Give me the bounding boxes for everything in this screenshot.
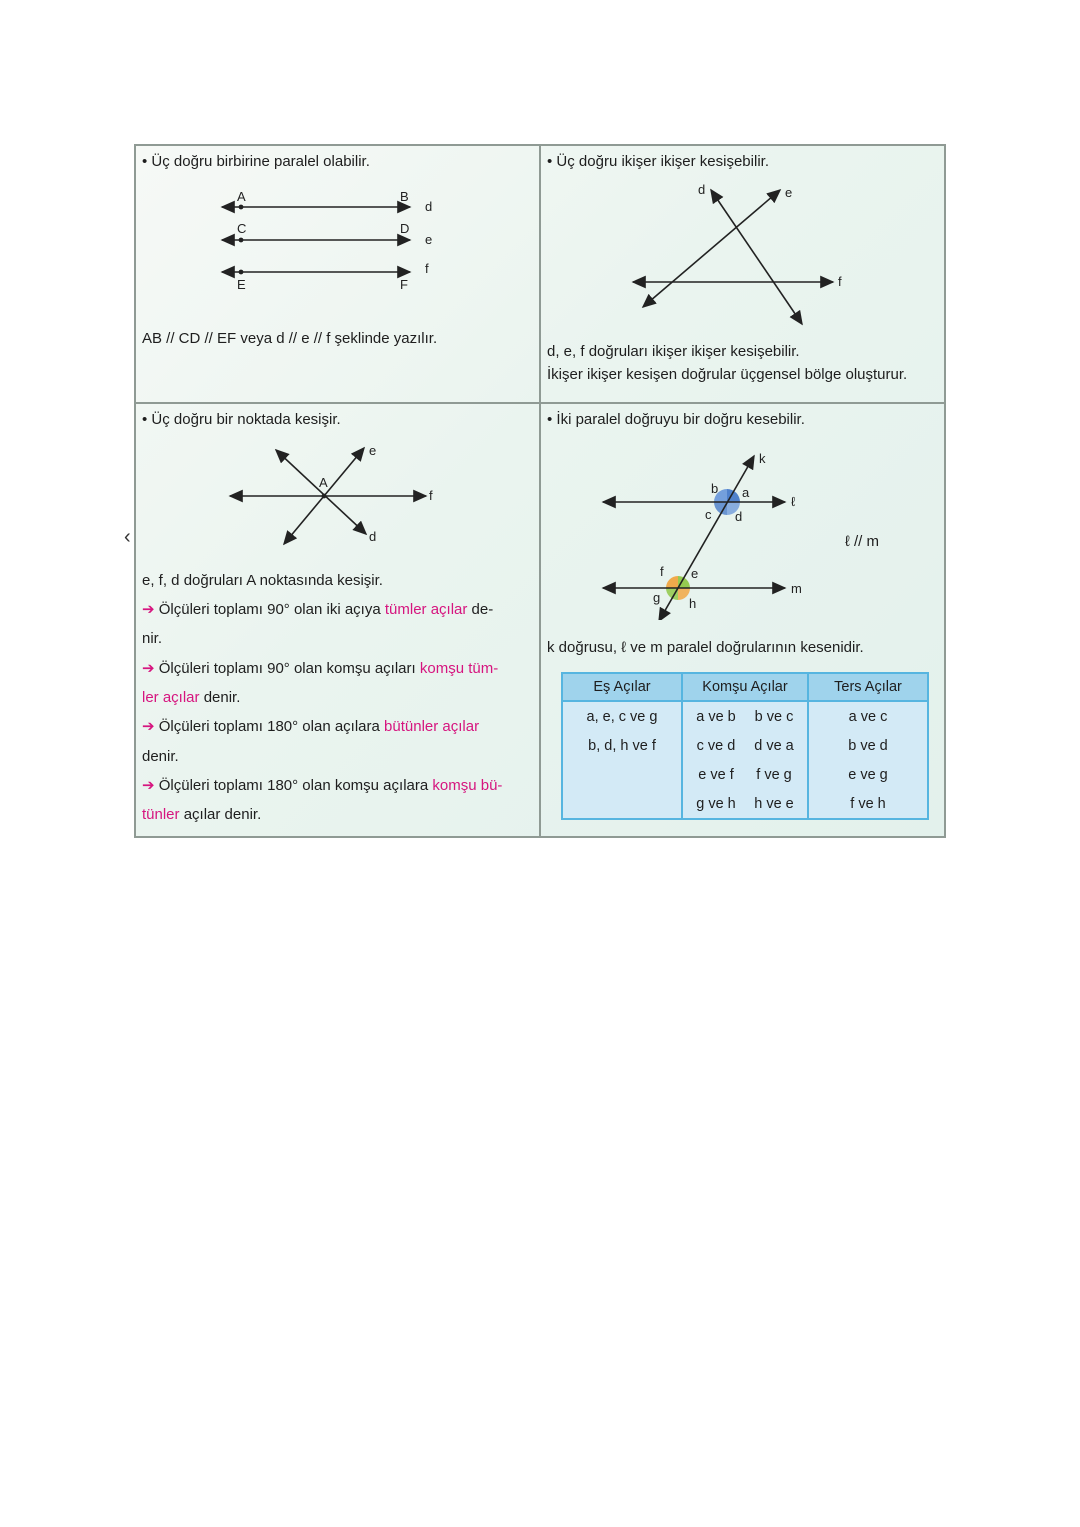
pairwise-note-1: d, e, f doğruları ikişer ikişer kesişebilir. xyxy=(547,343,800,360)
table-row xyxy=(562,760,928,789)
label-f: f xyxy=(660,564,664,579)
page-edge-mark: ‹ xyxy=(124,526,131,548)
rule-tumler-cont: nir. xyxy=(142,630,163,647)
table-row xyxy=(562,789,928,819)
line-k xyxy=(659,456,754,620)
es-cell: a, e, c ve g xyxy=(562,701,682,731)
label-E: E xyxy=(237,277,246,292)
label-f: f xyxy=(838,274,842,289)
label-A: A xyxy=(237,189,246,204)
concurrent-bullet: • Üç doğru bir noktada kesişir. xyxy=(142,411,341,428)
ters-cell: a ve c xyxy=(808,701,928,731)
header-komsu-acilar: Komşu Açılar xyxy=(682,673,808,701)
label-k: k xyxy=(759,451,766,466)
table-row xyxy=(562,701,928,731)
es-cell: b, d, h ve f xyxy=(562,731,682,760)
label-f: f xyxy=(425,261,429,276)
angle-table xyxy=(561,672,929,820)
komsu-cell: c ve d d ve a xyxy=(682,731,808,760)
ters-cell: f ve h xyxy=(808,789,928,819)
rule-butunler: ➔ Ölçüleri toplamı 180° olan açılara bütünler açılar xyxy=(142,718,480,735)
label-e: e xyxy=(691,566,699,581)
rule-komsu-tumler-cont: ler açılar denir. xyxy=(142,689,241,706)
cell-transversal xyxy=(541,404,946,838)
cell-parallel-lines xyxy=(136,146,541,404)
label-a: a xyxy=(742,485,750,500)
rule-komsu-butunler-cont: tünler açılar denir. xyxy=(142,806,262,823)
komsu-cell: g ve h h ve e xyxy=(682,789,808,819)
rule-butunler-cont: denir. xyxy=(142,748,179,765)
concurrent-figure xyxy=(136,438,541,558)
transversal-bullet: • İki paralel doğruyu bir doğru kesebilir. xyxy=(547,411,805,428)
label-F: F xyxy=(400,277,408,292)
label-C: C xyxy=(237,221,247,236)
label-h: h xyxy=(689,596,697,611)
header-ters-acilar: Ters Açılar xyxy=(808,673,928,701)
transversal-note: k doğrusu, ℓ ve m paralel doğrularının kesenidir. xyxy=(547,639,864,656)
ters-cell: e ve g xyxy=(808,760,928,789)
parallel-l-m-note: ℓ // m xyxy=(845,533,880,550)
label-e: e xyxy=(425,232,433,247)
label-b: b xyxy=(711,481,719,496)
label-c: c xyxy=(705,507,712,522)
transversal-figure xyxy=(541,440,946,620)
rule-komsu-butunler: ➔ Ölçüleri toplamı 180° olan komşu açılara komşu bü- xyxy=(142,777,503,794)
concurrent-intro: e, f, d doğruları A noktasında kesişir. xyxy=(142,572,383,589)
label-e: e xyxy=(785,185,793,200)
header-es-acilar: Eş Açılar xyxy=(562,673,682,701)
label-e: e xyxy=(369,443,377,458)
parallel-bullet: • Üç doğru birbirine paralel olabilir. xyxy=(142,153,370,170)
point-A xyxy=(239,205,244,210)
label-d: d xyxy=(698,182,706,197)
point-C xyxy=(239,238,244,243)
label-A: A xyxy=(319,475,328,490)
rule-tumler: ➔ Ölçüleri toplamı 90° olan iki açıya tümler açılar de- xyxy=(142,601,494,618)
point-A xyxy=(322,494,327,499)
pairwise-figure xyxy=(541,176,946,336)
cell-pairwise-intersect xyxy=(541,146,946,404)
komsu-cell: e ve f f ve g xyxy=(682,760,808,789)
label-D: D xyxy=(400,221,410,236)
parallel-note: AB // CD // EF veya d // e // f şeklinde yazılır. xyxy=(142,330,438,347)
point-B xyxy=(402,205,407,210)
point-E xyxy=(239,270,244,275)
label-B: B xyxy=(400,189,409,204)
label-l: ℓ xyxy=(791,494,796,509)
es-cell xyxy=(562,760,682,789)
label-g: g xyxy=(653,590,661,605)
label-f: f xyxy=(429,488,433,503)
pairwise-bullet: • Üç doğru ikişer ikişer kesişebilir. xyxy=(547,153,769,170)
angle-table-header xyxy=(562,673,928,701)
label-d: d xyxy=(735,509,743,524)
table-row xyxy=(562,731,928,760)
geometry-sheet xyxy=(134,144,946,838)
label-m: m xyxy=(791,581,802,596)
label-d: d xyxy=(369,529,377,544)
angle-f-highlight xyxy=(666,576,678,588)
label-d: d xyxy=(425,199,433,214)
parallel-lines-figure xyxy=(136,182,541,342)
point-F xyxy=(402,270,407,275)
es-cell xyxy=(562,789,682,819)
line-e xyxy=(643,190,780,307)
komsu-cell: a ve b b ve c xyxy=(682,701,808,731)
pairwise-note-2: İkişer ikişer kesişen doğrular üçgensel bölge oluşturur. xyxy=(547,366,908,383)
cell-concurrent-lines xyxy=(136,404,541,838)
ters-cell: b ve d xyxy=(808,731,928,760)
rule-komsu-tumler: ➔ Ölçüleri toplamı 90° olan komşu açıları komşu tüm- xyxy=(142,660,499,677)
point-D xyxy=(402,238,407,243)
